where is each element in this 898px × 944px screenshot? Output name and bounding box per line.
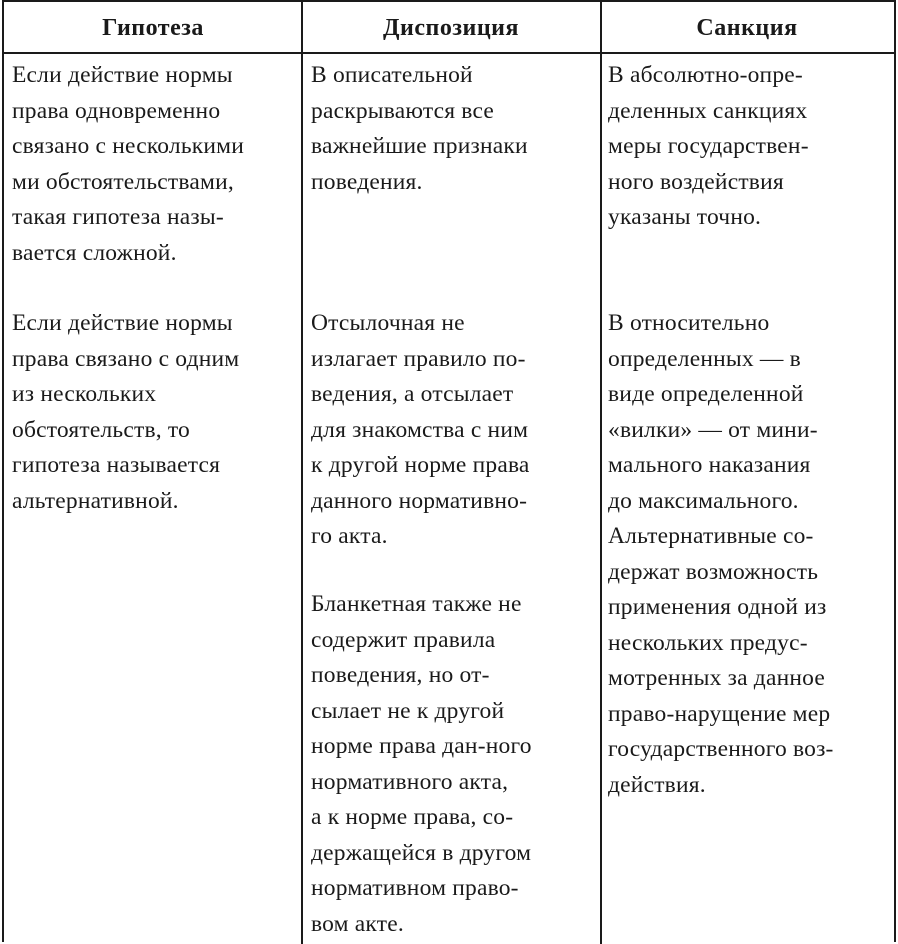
header-hypothesis: Гипотеза xyxy=(102,15,204,41)
norm-structure-table xyxy=(2,0,896,942)
table-header-row xyxy=(4,2,894,54)
disposition-descriptive-text: В описательной раскрываются все важнейшие признаки поведения. xyxy=(311,62,528,195)
disposition-blanket-text: Бланкетная также не содержит правила поведения, но от- сылает не к другой норме права дан-ного нормативного акта, а к норме права, со- держащейся в другом нормативном право- вом акте. xyxy=(311,591,532,937)
hypothesis-complex-text: Если действие нормы права одновременно связано с несколькими ми обстоятельствами, такая гипотеза назы- вается сложной. xyxy=(12,62,245,266)
header-disposition: Диспозиция xyxy=(383,15,519,41)
disposition-reference-text: Отсылочная не излагает правило по- ведения, а отсылает для знакомства с ним к другой норме права данного нормативно- го акта. xyxy=(311,310,530,549)
hypothesis-alternative-text: Если действие нормы права связано с одним из нескольких обстоятельств, то гипотеза называется альтернативной. xyxy=(12,310,240,514)
sanction-absolute-text: В абсолютно-опре- деленных санкциях меры государствен- ного воздействия указаны точно. xyxy=(608,62,809,230)
sanction-relative-text: В относительно определенных — в виде определенной «вилки» — от мини- мального наказания до максимального. Альтернативные со- держат возможность применения одной из нескольких предус- мотренных за данное право-нарущение мер государственного воз- действия. xyxy=(608,310,834,798)
column-divider-2 xyxy=(600,2,602,944)
header-sanction: Санкция xyxy=(696,15,798,41)
column-divider-1 xyxy=(301,2,303,944)
